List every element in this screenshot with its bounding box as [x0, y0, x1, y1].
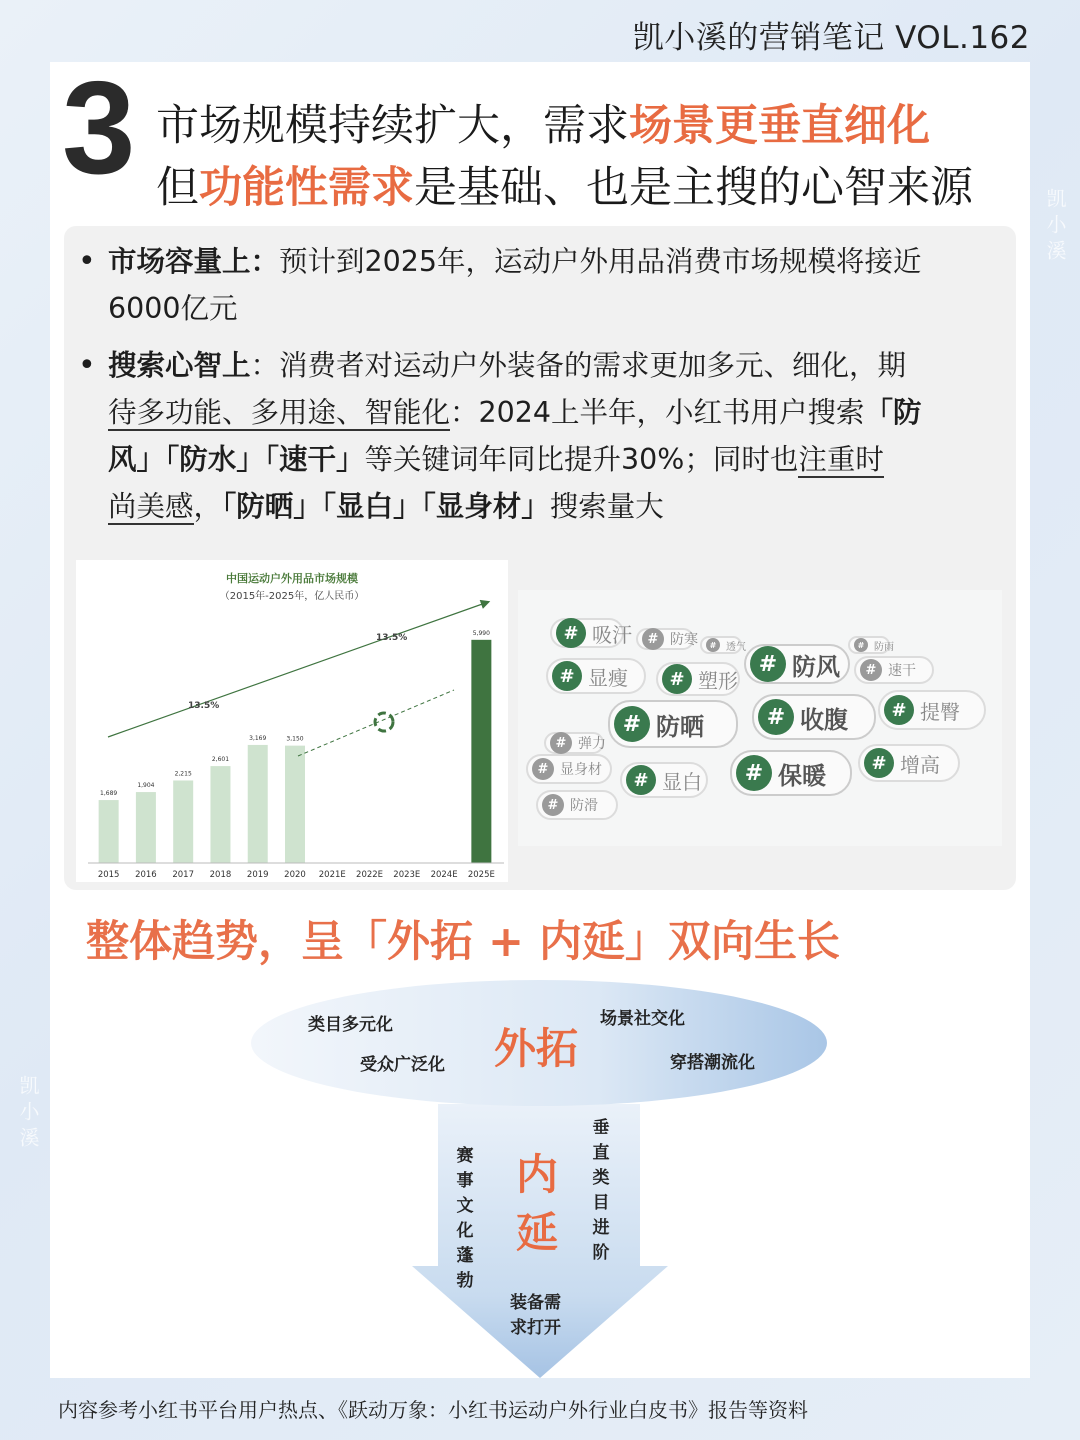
bar-2016 — [136, 792, 156, 863]
x-tick-label: 2018 — [209, 870, 232, 880]
keyword-tag-label: 速干 — [888, 663, 916, 679]
bullet-dot: • — [78, 244, 96, 279]
bullet-heading: 市场容量上： — [108, 245, 280, 278]
hashtag-icon: # — [662, 664, 692, 694]
source-footnote: 内容参考小红书平台用户热点、《跃动万象：小红书运动户外行业白皮书》报告等资料 — [58, 1398, 808, 1422]
bar-value-label: 3,150 — [286, 735, 304, 743]
hashtag-icon: # — [884, 695, 914, 725]
keyword-tag-label: 吸汗 — [592, 622, 632, 647]
x-tick-label: 2024E — [430, 870, 458, 880]
keyword-tag-label: 防风 — [792, 652, 840, 681]
market-size-chart — [76, 560, 508, 882]
bar-value-label: 3,169 — [249, 734, 267, 742]
keyword-tag-label: 防寒 — [670, 632, 698, 648]
x-tick-label: 2016 — [135, 870, 157, 880]
keyword-tag-label: 增高 — [900, 752, 940, 777]
outer-title: 外拓 — [494, 1024, 579, 1073]
hashtag-icon: # — [556, 618, 586, 648]
hashtag-icon: # — [550, 732, 572, 754]
hashtag-icon: # — [626, 765, 656, 795]
title-highlight-2: 功能性需求 — [199, 163, 414, 213]
bar-2019 — [248, 745, 268, 863]
keyword-tag — [536, 790, 618, 820]
section-title-line1: 市场规模持续扩大，需求场景更垂直细化 — [156, 101, 930, 151]
series-title: 凯小溪的营销笔记 VOL.162 — [632, 20, 1030, 56]
keyword-tag — [544, 732, 604, 754]
cagr-label: 13.5% — [188, 701, 220, 711]
keyword-tag-label: 防雨 — [874, 641, 894, 653]
keyword-tag — [744, 644, 850, 684]
hashtag-icon: # — [614, 706, 650, 742]
cagr-arrow — [108, 602, 488, 737]
x-tick-label: 2022E — [356, 870, 384, 880]
x-tick-label: 2020 — [284, 870, 306, 880]
keyword-tag — [526, 754, 612, 784]
hashtag-icon: # — [532, 758, 554, 780]
hashtag-icon: # — [864, 748, 894, 778]
keyword-tag-label: 防滑 — [570, 798, 598, 814]
keyword-tag — [878, 690, 986, 730]
keyword-tag — [550, 618, 632, 648]
cagr-label: 13.5% — [376, 633, 408, 643]
keyword-tag — [858, 744, 960, 782]
inner-left-label: 赛事文化蓬勃 — [456, 1146, 474, 1291]
bar-value-label: 1,904 — [137, 782, 155, 790]
hashtag-icon: # — [542, 794, 564, 816]
bullet-dot: • — [78, 348, 96, 383]
hashtag-icon: # — [860, 659, 882, 681]
x-tick-label: 2025E — [467, 870, 495, 880]
keyword-tag — [730, 750, 852, 796]
keyword-tag-label: 保暖 — [778, 761, 826, 790]
inner-bottom-label: 装备需 — [510, 1293, 561, 1313]
chart-canvas — [76, 560, 508, 882]
keyword-tag — [752, 694, 876, 740]
inner-title: 内延 — [516, 1150, 559, 1257]
keyword-tag — [854, 656, 934, 684]
keyword-tag — [656, 662, 740, 696]
bar-value-label: 1,689 — [100, 790, 118, 798]
bar-2015 — [99, 800, 119, 863]
title-highlight-1: 场景更垂直细化 — [629, 101, 930, 151]
hashtag-icon: # — [642, 628, 664, 650]
outer-item: 穿搭潮流化 — [670, 1053, 755, 1073]
x-tick-label: 2015 — [97, 870, 120, 880]
outer-item: 场景社交化 — [600, 1009, 685, 1029]
keyword-tag-label: 收腹 — [800, 705, 848, 734]
keyword-tag-label: 显瘦 — [588, 665, 628, 690]
keyword-tag-label: 防晒 — [656, 712, 704, 741]
outer-item: 受众广泛化 — [360, 1055, 445, 1075]
inner-bottom-label: 求打开 — [510, 1318, 561, 1338]
keyword-tag-label: 显身材 — [560, 762, 602, 778]
keyword-tag-label: 弹力 — [578, 736, 606, 752]
keyword-tag — [620, 762, 708, 798]
watermark-right: 凯小溪 — [1043, 188, 1067, 266]
hashtag-icon: # — [552, 661, 582, 691]
bar-2025E — [471, 640, 491, 863]
bar-2018 — [210, 766, 230, 863]
keyword-tag — [848, 636, 894, 654]
bar-value-label: 2,601 — [211, 756, 230, 764]
trend-heading: 整体趋势，呈「外拓 + 内延」双向生长 — [86, 917, 840, 967]
hashtag-icon: # — [854, 638, 868, 652]
bar-2020 — [285, 746, 305, 863]
keyword-tag-label: 显白 — [662, 769, 702, 794]
x-tick-label: 2019 — [246, 870, 269, 880]
keyword-tag — [608, 700, 738, 748]
bullet-heading: 搜索心智上 — [108, 349, 251, 382]
inner-right-label: 垂直类目进阶 — [592, 1118, 610, 1263]
watermark-left: 凯小溪 — [16, 1075, 40, 1153]
keyword-tag — [636, 628, 698, 650]
hashtag-icon: # — [736, 755, 772, 791]
chart-subtitle: （2015年-2025年，亿人民币） — [219, 591, 365, 602]
bar-value-label: 2,215 — [174, 770, 192, 778]
hashtag-icon: # — [706, 638, 720, 652]
x-tick-label: 2021E — [318, 870, 346, 880]
keyword-tag-label: 塑形 — [698, 668, 738, 693]
keyword-tag-cloud — [518, 590, 1002, 846]
bar-2017 — [173, 780, 193, 863]
x-tick-label: 2017 — [172, 870, 195, 880]
keyword-tag-label: 透气 — [726, 641, 746, 653]
keyword-tag — [546, 658, 646, 694]
outer-item: 类目多元化 — [308, 1015, 393, 1035]
hashtag-icon: # — [750, 646, 786, 682]
hashtag-icon: # — [758, 699, 794, 735]
section-number: 3 — [62, 54, 136, 201]
chart-title: 中国运动户外用品市场规模 — [226, 572, 358, 585]
keyword-tag — [700, 636, 746, 654]
section-title-line2: 但功能性需求是基础、也是主搜的心智来源 — [156, 163, 973, 213]
keyword-tag-label: 提臀 — [920, 699, 960, 724]
bar-value-label: 5,990 — [472, 629, 490, 637]
x-tick-label: 2023E — [393, 870, 421, 880]
